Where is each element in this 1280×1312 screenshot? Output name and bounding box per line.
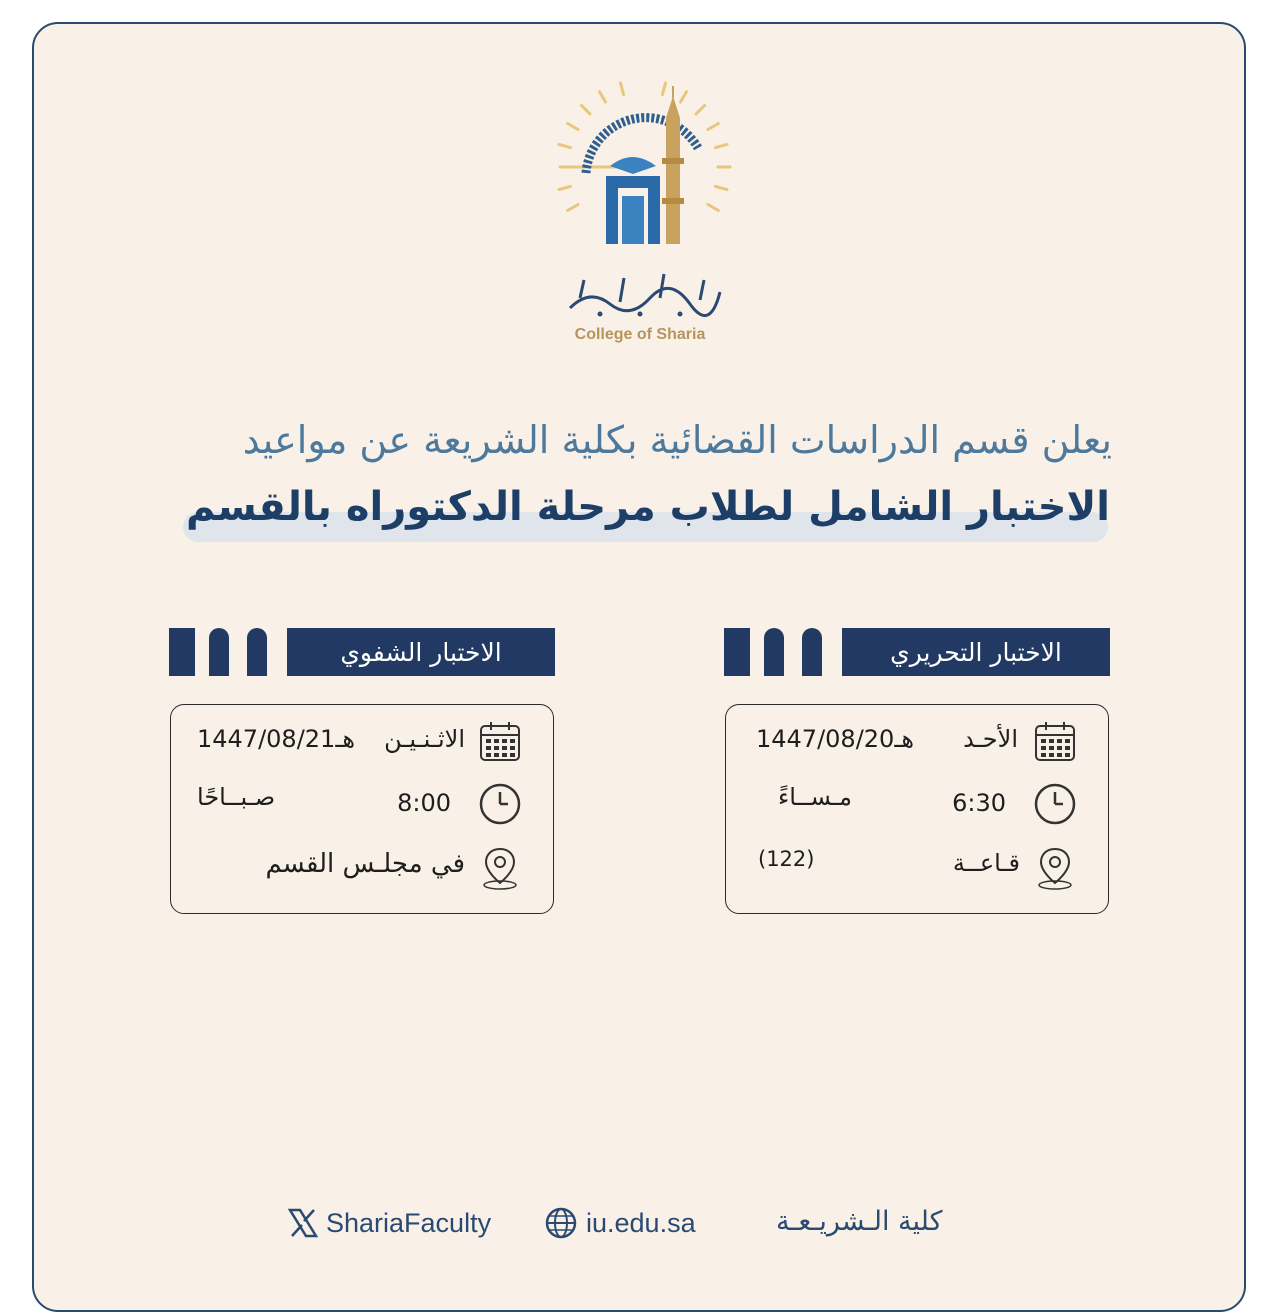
written-exam-header bbox=[724, 628, 1110, 676]
written-time: 6:30 bbox=[952, 789, 1006, 817]
website-text: iu.edu.sa bbox=[586, 1207, 696, 1238]
decorative-bars bbox=[169, 628, 269, 676]
written-place: قـاعــة bbox=[952, 849, 1020, 877]
written-date: 1447/08/20هـ bbox=[756, 725, 915, 753]
x-handle-text: ShariaFaculty bbox=[326, 1207, 492, 1238]
written-exam-card bbox=[725, 704, 1109, 914]
announcement-line-1: يعلن قسم الدراسات القضائية بكلية الشريعة عن مواعيد bbox=[242, 418, 1112, 462]
clock-icon bbox=[1032, 781, 1078, 827]
website-link[interactable] bbox=[544, 1206, 696, 1240]
oral-day: الاثـنـيـن bbox=[384, 725, 465, 753]
announcement-line-2: الاختبار الشامل لطلاب مرحلة الدكتوراه بالقسم bbox=[186, 484, 1110, 530]
clock-icon bbox=[477, 781, 523, 827]
globe-icon bbox=[544, 1206, 578, 1240]
x-handle-link[interactable] bbox=[286, 1206, 491, 1240]
oral-exam-header bbox=[169, 628, 555, 676]
university-logo bbox=[548, 78, 738, 256]
location-pin-icon bbox=[1032, 845, 1078, 891]
location-pin-icon bbox=[477, 845, 523, 891]
decorative-bars bbox=[724, 628, 824, 676]
calendar-icon bbox=[477, 719, 523, 765]
oral-place: في مجلـس القسم bbox=[265, 849, 465, 879]
written-room: (122) bbox=[758, 847, 815, 871]
calendar-icon bbox=[1032, 719, 1078, 765]
written-date-row bbox=[748, 719, 1078, 769]
written-day: الأحـد bbox=[963, 725, 1018, 753]
x-logo-icon bbox=[286, 1206, 320, 1240]
written-time-row bbox=[748, 781, 1078, 831]
oral-place-row bbox=[193, 845, 523, 895]
written-exam-title: الاختبار التحريري bbox=[842, 628, 1110, 676]
oral-exam-card bbox=[170, 704, 554, 914]
oral-date-row bbox=[193, 719, 523, 769]
written-place-row bbox=[748, 845, 1078, 895]
oral-time-row bbox=[193, 781, 523, 831]
college-calligraphy-logo bbox=[560, 268, 728, 320]
oral-period: صـبــاحًا bbox=[197, 783, 276, 811]
oral-exam-title: الاختبار الشفوي bbox=[287, 628, 555, 676]
oral-date: 1447/08/21هـ bbox=[197, 725, 356, 753]
footer-college-name: كلية الـشريـعـة bbox=[776, 1206, 943, 1237]
college-english-name: College of Sharia bbox=[574, 326, 706, 343]
written-period: مـســاءً bbox=[778, 783, 852, 811]
oral-time: 8:00 bbox=[397, 789, 451, 817]
